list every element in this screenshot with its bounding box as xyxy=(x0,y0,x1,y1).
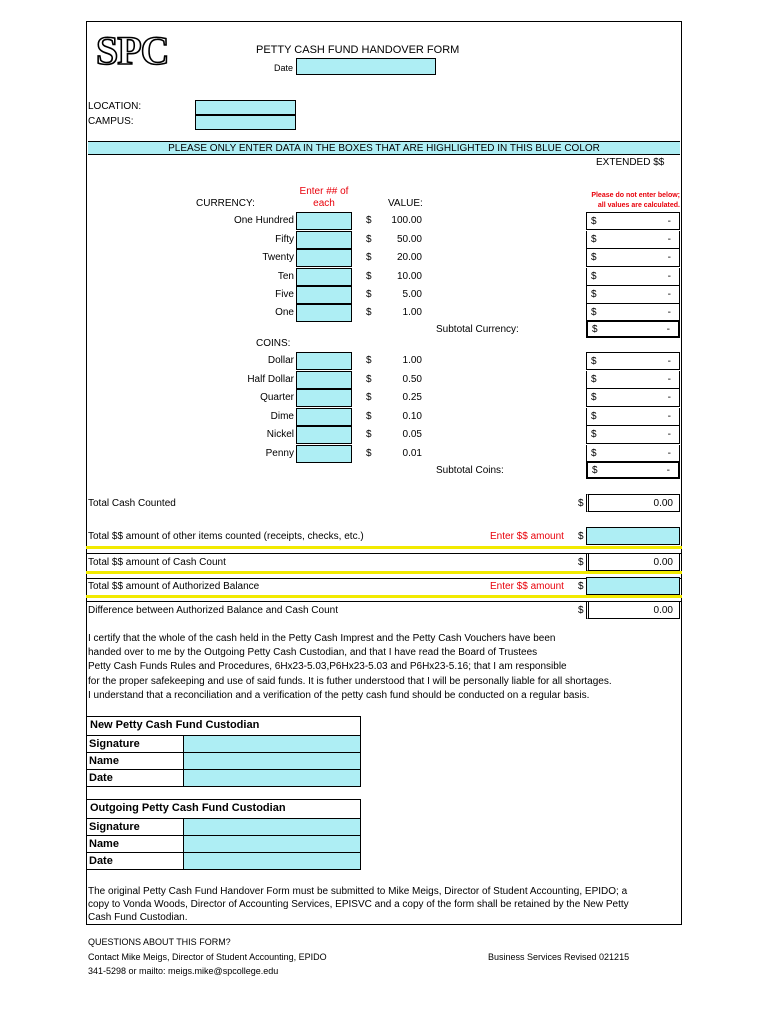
difference-box xyxy=(586,601,680,619)
location-input[interactable] xyxy=(195,100,296,115)
authorized-balance-hint: Enter $$ amount xyxy=(490,581,564,592)
dollar-sign: $ xyxy=(366,355,372,366)
extended-amount-cell xyxy=(586,426,680,444)
currency-header: CURRENCY: xyxy=(196,198,255,209)
denomination-value: 5.00 xyxy=(402,289,422,300)
extended-amount-cell xyxy=(586,249,680,267)
denomination-count-input[interactable] xyxy=(296,268,352,286)
dollar-sign: $ xyxy=(591,392,597,403)
new-custodian-signature-input[interactable] xyxy=(183,735,361,753)
extended-amount-value: - xyxy=(667,392,671,403)
dollar-sign: $ xyxy=(366,271,372,282)
denomination-count-input[interactable] xyxy=(296,249,352,267)
denomination-count-input[interactable] xyxy=(296,352,352,370)
dollar-sign: $ xyxy=(592,465,598,476)
denomination-label: Dime xyxy=(270,411,294,422)
signature-label: Signature xyxy=(89,821,140,833)
extended-amount-value: - xyxy=(667,234,671,245)
coins-header: COINS: xyxy=(256,338,291,349)
denomination-label: One xyxy=(275,307,294,318)
extended-header: EXTENDED $$ xyxy=(596,157,665,168)
calculated-note: Please do not enter below; all values are calculated. xyxy=(591,192,680,209)
denomination-label: One Hundred xyxy=(233,215,294,226)
new-custodian-table xyxy=(86,716,361,787)
outgoing-custodian-signature-input[interactable] xyxy=(183,818,361,836)
extended-amount-cell xyxy=(586,286,680,304)
denomination-label: Five xyxy=(275,289,294,300)
highlight-bar xyxy=(86,546,682,549)
highlight-bar xyxy=(86,571,682,574)
dollar-sign: $ xyxy=(366,411,372,422)
dollar-sign: $ xyxy=(591,307,597,318)
other-items-hint: Enter $$ amount xyxy=(490,531,564,542)
cash-count-value: 0.00 xyxy=(653,557,673,568)
dollar-sign: $ xyxy=(591,271,597,282)
spc-logo: SPC xyxy=(96,28,169,73)
subtotal-currency-value: - xyxy=(666,324,670,335)
extended-amount-value: - xyxy=(667,411,671,422)
certification-text xyxy=(88,632,612,703)
denomination-value: 0.25 xyxy=(402,392,422,403)
dollar-sign: $ xyxy=(591,234,597,245)
dollar-sign: $ xyxy=(591,289,597,300)
denomination-value: 1.00 xyxy=(402,355,422,366)
dollar-sign: $ xyxy=(591,252,597,263)
authorized-balance-label: Total $$ amount of Authorized Balance xyxy=(88,581,260,592)
name-label: Name xyxy=(89,838,119,850)
date-label: Date xyxy=(89,772,113,784)
value-header: VALUE: xyxy=(388,198,423,209)
dollar-sign: $ xyxy=(578,557,584,568)
dollar-sign: $ xyxy=(578,605,584,616)
extended-amount-value: - xyxy=(667,356,671,367)
extended-amount-value: - xyxy=(667,448,671,459)
denomination-label: Penny xyxy=(265,448,294,459)
dollar-sign: $ xyxy=(592,324,598,335)
extended-amount-cell xyxy=(586,212,680,230)
questions-heading: QUESTIONS ABOUT THIS FORM? xyxy=(88,937,231,947)
dollar-sign: $ xyxy=(366,374,372,385)
subtotal-currency-box xyxy=(586,320,680,338)
denomination-label: Half Dollar xyxy=(247,374,294,385)
submission-line: copy to Vonda Woods, Director of Accounting Services, EPISVC and a copy of the form shall be retained by the New Petty xyxy=(88,899,629,910)
extended-amount-value: - xyxy=(667,252,671,263)
phone-email-line: 341-5298 or mailto: meigs.mike@spcollege.edu xyxy=(88,966,279,976)
dollar-sign: $ xyxy=(366,289,372,300)
subtotal-coins-value: - xyxy=(666,465,670,476)
dollar-sign: $ xyxy=(578,531,584,542)
subtotal-coins-box xyxy=(586,461,680,479)
outgoing-custodian-date-input[interactable] xyxy=(183,852,361,870)
denomination-value: 10.00 xyxy=(396,271,422,282)
denomination-count-input[interactable] xyxy=(296,304,352,322)
total-cash-counted-label: Total Cash Counted xyxy=(88,498,176,509)
other-items-label: Total $$ amount of other items counted (receipts, checks, etc.) xyxy=(88,531,364,542)
denomination-count-input[interactable] xyxy=(296,286,352,304)
denomination-count-input[interactable] xyxy=(296,212,352,230)
new-custodian-name-input[interactable] xyxy=(183,752,361,770)
denomination-count-input[interactable] xyxy=(296,426,352,444)
certification-line: handed over to me by the Outgoing Petty Cash Custodian, and that I have read the Board of Trustees xyxy=(88,647,538,659)
new-custodian-title: New Petty Cash Fund Custodian xyxy=(90,719,260,731)
extended-amount-cell xyxy=(586,231,680,249)
denomination-value: 50.00 xyxy=(396,234,422,245)
dollar-sign: $ xyxy=(578,498,584,509)
dollar-sign: $ xyxy=(591,429,597,440)
cash-count-box xyxy=(586,553,680,571)
submission-line: Cash Fund Custodian. xyxy=(88,912,188,923)
extended-amount-value: - xyxy=(667,216,671,227)
denomination-value: 1.00 xyxy=(402,307,422,318)
highlight-bar xyxy=(86,595,682,598)
denomination-label: Nickel xyxy=(266,429,294,440)
dollar-sign: $ xyxy=(578,581,584,592)
certification-line: I certify that the whole of the cash held in the Petty Cash Imprest and the Petty Cash Vouchers have been xyxy=(88,633,556,644)
dollar-sign: $ xyxy=(591,356,597,367)
extended-amount-value: - xyxy=(667,289,671,300)
dollar-sign: $ xyxy=(591,448,597,459)
extended-amount-value: - xyxy=(667,271,671,282)
extended-amount-cell xyxy=(586,389,680,407)
total-cash-counted-box xyxy=(586,494,680,512)
campus-label: CAMPUS: xyxy=(88,116,134,127)
denomination-label: Fifty xyxy=(275,234,294,245)
extended-amount-value: - xyxy=(667,374,671,385)
denomination-value: 20.00 xyxy=(396,252,422,263)
submission-note xyxy=(88,885,629,924)
contact-line: Contact Mike Meigs, Director of Student Accounting, EPIDO xyxy=(88,952,327,962)
extended-amount-cell xyxy=(586,371,680,389)
dollar-sign: $ xyxy=(366,307,372,318)
cash-count-label: Total $$ amount of Cash Count xyxy=(88,557,226,568)
subtotal-coins-label: Subtotal Coins: xyxy=(436,465,504,476)
denomination-count-input[interactable] xyxy=(296,389,352,407)
extended-amount-value: - xyxy=(667,429,671,440)
denomination-label: Ten xyxy=(277,271,294,282)
submission-line: The original Petty Cash Fund Handover Form must be submitted to Mike Meigs, Director of Student Accounting, EPIDO; a xyxy=(88,886,628,897)
dollar-sign: $ xyxy=(366,392,372,403)
denomination-label: Dollar xyxy=(267,355,294,366)
dollar-sign: $ xyxy=(366,429,372,440)
form-title: PETTY CASH FUND HANDOVER FORM xyxy=(256,44,460,56)
dollar-sign: $ xyxy=(366,215,372,226)
certification-line: Petty Cash Funds Rules and Procedures, 6Hx23-5.03,P6Hx23-5.03 and P6Hx23-5.16; that I am responsible xyxy=(88,661,567,673)
handover-date-input[interactable] xyxy=(296,58,436,75)
outgoing-custodian-table xyxy=(86,799,361,870)
extended-amount-value: - xyxy=(667,307,671,318)
dollar-sign: $ xyxy=(366,252,372,263)
denomination-value: 0.05 xyxy=(402,429,422,440)
dollar-sign: $ xyxy=(591,411,597,422)
extended-amount-cell xyxy=(586,408,680,426)
other-items-input[interactable] xyxy=(586,527,680,545)
subtotal-currency-label: Subtotal Currency: xyxy=(436,324,519,335)
new-custodian-date-input[interactable] xyxy=(183,769,361,787)
certification-line: for the proper safekeeping and use of said funds. It is futher understood that I will be personally liable for all shortages. xyxy=(88,675,612,687)
location-label: LOCATION: xyxy=(88,101,142,112)
extended-amount-cell xyxy=(586,352,680,370)
outgoing-custodian-name-input[interactable] xyxy=(183,835,361,853)
dollar-sign: $ xyxy=(366,448,372,459)
denomination-value: 0.50 xyxy=(402,374,422,385)
denomination-value: 0.10 xyxy=(402,411,422,422)
enter-count-header: Enter ## of each xyxy=(299,186,349,209)
difference-value: 0.00 xyxy=(653,605,673,616)
denomination-count-input[interactable] xyxy=(296,408,352,426)
authorized-balance-input[interactable] xyxy=(586,577,680,595)
revision-note: Business Services Revised 021215 xyxy=(488,952,630,962)
signature-label: Signature xyxy=(89,738,140,750)
outgoing-custodian-title: Outgoing Petty Cash Fund Custodian xyxy=(90,802,286,814)
dollar-sign: $ xyxy=(366,234,372,245)
denomination-value: 100.00 xyxy=(391,215,422,226)
difference-label: Difference between Authorized Balance and Cash Count xyxy=(88,605,338,616)
total-cash-counted-value: 0.00 xyxy=(653,498,673,509)
denomination-count-input[interactable] xyxy=(296,445,352,463)
name-label: Name xyxy=(89,755,119,767)
dollar-sign: $ xyxy=(591,374,597,385)
denomination-label: Twenty xyxy=(262,252,294,263)
denomination-count-input[interactable] xyxy=(296,231,352,249)
dollar-sign: $ xyxy=(591,216,597,227)
instruction-banner: PLEASE ONLY ENTER DATA IN THE BOXES THAT ARE HIGHLIGHTED IN THIS BLUE COLOR xyxy=(88,141,680,155)
certification-line: I understand that a reconciliation and a verification of the petty cash fund should be conducted on a regular basis. xyxy=(88,689,590,701)
denomination-value: 0.01 xyxy=(402,448,422,459)
denomination-count-input[interactable] xyxy=(296,371,352,389)
extended-amount-cell xyxy=(586,268,680,286)
date-label: Date xyxy=(274,63,294,73)
campus-input[interactable] xyxy=(195,115,296,130)
date-label: Date xyxy=(89,855,113,867)
denomination-label: Quarter xyxy=(260,392,294,403)
